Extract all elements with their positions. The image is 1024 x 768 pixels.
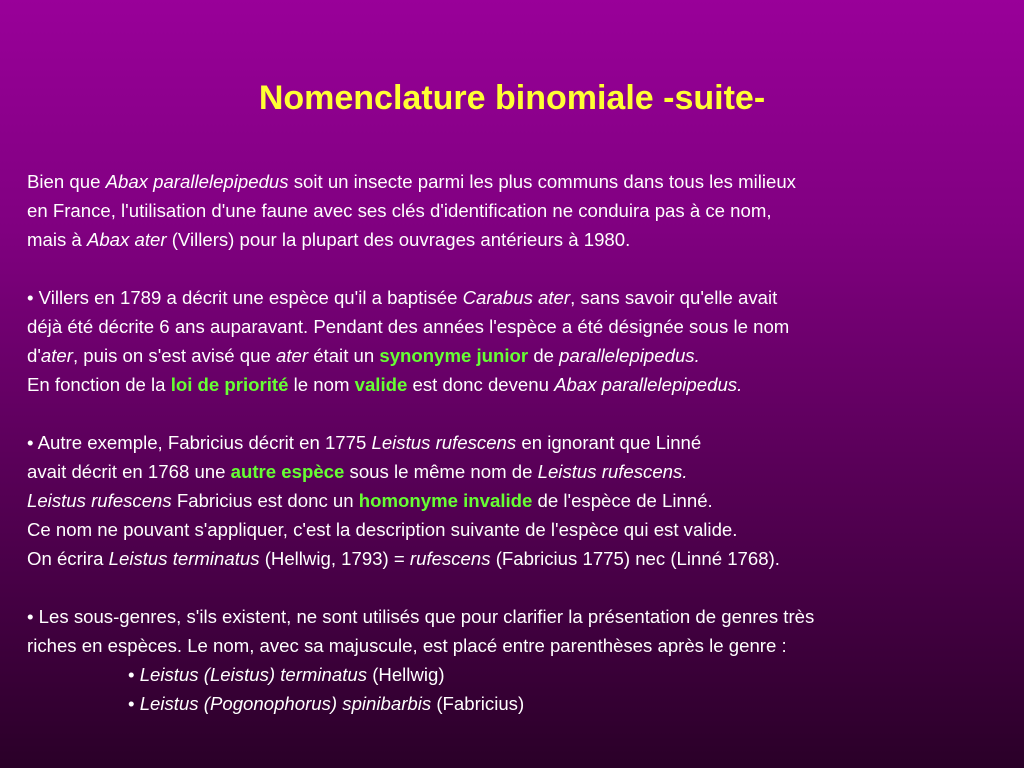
text-run: • Villers en 1789 a décrit une espèce qu'il a baptisée	[27, 287, 463, 308]
text-run: d'	[27, 345, 41, 366]
text-line: en France, l'utilisation d'une faune avec ses clés d'identification ne conduira pas à ce nom,	[27, 200, 772, 221]
text-run: , sans savoir qu'elle avait	[570, 287, 778, 308]
text-run: en ignorant que Linné	[516, 432, 702, 453]
text-line: déjà été décrite 6 ans auparavant. Pendant des années l'espèce a été désignée sous le nom	[27, 316, 790, 337]
text-run: (Hellwig, 1793) =	[259, 548, 410, 569]
paragraph-gap	[27, 399, 1017, 428]
text-line	[27, 428, 1017, 457]
text-run: sous le même nom de	[344, 461, 538, 482]
highlight-term: homonyme invalide	[358, 490, 533, 511]
example-item	[27, 660, 1017, 689]
text-run: était un	[308, 345, 380, 366]
text-line: riches en espèces. Le nom, avec sa majuscule, est placé entre parenthèses après le genre :	[27, 635, 787, 656]
subgenres-paragraph	[27, 602, 1017, 718]
species-name: ater	[276, 345, 309, 366]
slide-title: Nomenclature binomiale -suite-	[258, 79, 766, 117]
highlight-term: valide	[354, 374, 408, 395]
text-run: Fabricius est donc un	[171, 490, 359, 511]
text-run: mais à	[27, 229, 87, 250]
text-line: • Les sous-genres, s'ils existent, ne sont utilisés que pour clarifier la présentation de genres très	[27, 606, 815, 627]
highlight-term: autre espèce	[230, 461, 345, 482]
text-run: avait décrit en 1768 une	[27, 461, 231, 482]
species-name: Leistus (Leistus) terminatus	[139, 664, 368, 685]
text-run: En fonction de la	[27, 374, 171, 395]
paragraph-gap	[27, 254, 1017, 283]
text-line	[27, 486, 1017, 515]
text-run: On écrira	[27, 548, 109, 569]
text-run: (Villers) pour la plupart des ouvrages antérieurs à 1980.	[166, 229, 631, 250]
species-name: rufescens	[409, 548, 491, 569]
fabricius-paragraph	[27, 428, 1017, 573]
highlight-term: loi de priorité	[170, 374, 289, 395]
paragraph-gap	[27, 573, 1017, 602]
villers-paragraph	[27, 283, 1017, 399]
species-name: Abax ater	[86, 229, 167, 250]
text-run: Bien que	[27, 171, 106, 192]
bullet: •	[128, 693, 140, 714]
text-line: Ce nom ne pouvant s'appliquer, c'est la description suivante de l'espèce qui est valide.	[27, 519, 738, 540]
slide-body	[27, 167, 1017, 718]
text-run: • Autre exemple, Fabricius décrit en 1775	[27, 432, 372, 453]
species-name: Leistus rufescens.	[537, 461, 688, 482]
species-name: Leistus (Pogonophorus) spinibarbis	[139, 693, 432, 714]
example-item	[27, 689, 1017, 718]
species-name: Carabus ater	[462, 287, 571, 308]
text-run: est donc devenu	[407, 374, 555, 395]
species-name: ater	[40, 345, 73, 366]
text-line	[27, 225, 1017, 254]
species-name: Leistus rufescens	[371, 432, 517, 453]
bullet: •	[128, 664, 140, 685]
text-line	[27, 341, 1017, 370]
highlight-term: synonyme junior	[379, 345, 529, 366]
text-run: de	[528, 345, 560, 366]
text-run: , puis on s'est avisé que	[72, 345, 276, 366]
text-run: (Fabricius 1775) nec (Linné 1768).	[490, 548, 780, 569]
intro-paragraph	[27, 167, 1017, 254]
species-name: Leistus rufescens	[27, 490, 172, 511]
text-line	[27, 370, 1017, 399]
species-name: Abax parallelepipedus.	[554, 374, 743, 395]
text-run: de l'espèce de Linné.	[532, 490, 713, 511]
text-line	[27, 167, 1017, 196]
species-name: parallelepipedus.	[559, 345, 700, 366]
text-run: soit un insecte parmi les plus communs dans tous les milieux	[288, 171, 796, 192]
text-line	[27, 544, 1017, 573]
text-line	[27, 283, 1017, 312]
text-run: le nom	[288, 374, 355, 395]
text-run: (Fabricius)	[431, 693, 525, 714]
species-name: Leistus terminatus	[108, 548, 260, 569]
text-line	[27, 457, 1017, 486]
text-run: (Hellwig)	[367, 664, 445, 685]
species-name: Abax parallelepipedus	[105, 171, 289, 192]
